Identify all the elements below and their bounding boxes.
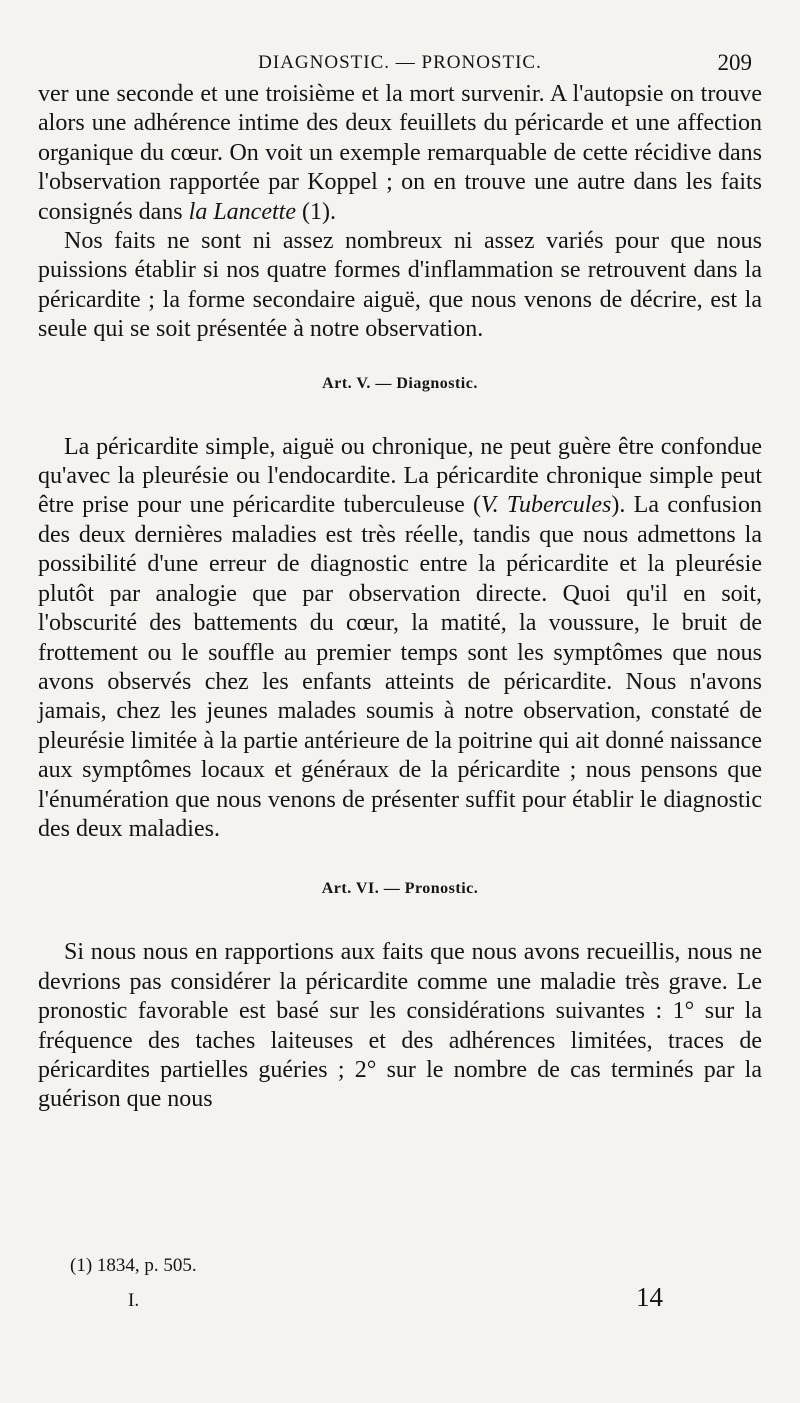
paragraph-3: [38, 433, 762, 845]
paragraph-3-text-b: ). La confusion des deux dernières maladies est très réelle, tandis que nous admettons la possibilité d'une erreur de diagnostic entre la péricardite et la pleurésie plutôt par analogie que par observation directe. Quoi qu'il en soit, l'obscurité des battements du cœur, la matité, la voussure, le bruit de frottement ou le souffle au premier temps sont les symptômes que nous avons observés chez les enfants atteints de péricardite. Nous n'avons jamais, chez les jeunes malades soumis à notre observation, constaté de pleurésie limitée à la partie antérieure de la poitrine qui ait donné naissance aux symptômes locaux et généraux de la péricardite ; nous pensons que l'énumération que nous venons de présenter suffit pour établir le diagnostic des deux maladies.: [38, 492, 762, 842]
running-title: DIAGNOSTIC. — PRONOSTIC.: [258, 52, 542, 73]
page: [38, 48, 762, 1115]
page-number: 209: [717, 50, 752, 75]
paragraph-3-text-a: La péricardite simple, aiguë ou chronique, ne peut guère être confondue qu'avec la pleurésie ou l'endocardite. La péricardite chronique simple peut être prise pour une péricardite tuberculeuse (: [38, 433, 762, 519]
paragraph-1-italic: la Lancette: [188, 198, 296, 225]
footnote: (1) 1834, p. 505.: [70, 1255, 197, 1276]
article-5-heading: Art. V. — Diagnostic.: [322, 374, 478, 392]
paragraph-1: [38, 80, 762, 227]
paragraph-3-italic-ref: V. Tubercules: [481, 492, 612, 519]
article-6-heading: Art. VI. — Pronostic.: [321, 880, 479, 898]
paragraph-1-text: ver une seconde et une troisième et la mort survenir. A l'autopsie on trouve alors une adhérence intime des deux feuillets du péricarde et une affection organique du cœur. On voit un exemple remarquable de cette récidive dans l'observation rapportée par Koppel ; on en trouve une autre dans les faits consignés dans: [38, 81, 762, 225]
sheet-number: 14: [636, 1282, 663, 1312]
signature-mark: I.: [128, 1290, 140, 1311]
paragraph-4: Si nous nous en rapportions aux faits que nous avons recueillis, nous ne devrions pas considérer la péricardite comme une maladie très grave. Le pronostic favorable est basé sur les considérations suivantes : 1° sur la fréquence des taches laiteuses et des adhérences limitées, traces de péricardites partielles guéries ; 2° sur le nombre de cas terminés par la guérison que nous: [38, 939, 762, 1113]
running-header: [38, 48, 762, 80]
paragraph-1-tail: (1).: [295, 198, 336, 225]
paragraph-2: Nos faits ne sont ni assez nombreux ni assez variés pour que nous puissions établir si nos quatre formes d'inflammation se retrouvent dans la péricardite ; la forme secondaire aiguë, que nous venons de décrire, est la seule qui se soit présentée à notre observation.: [38, 228, 762, 343]
